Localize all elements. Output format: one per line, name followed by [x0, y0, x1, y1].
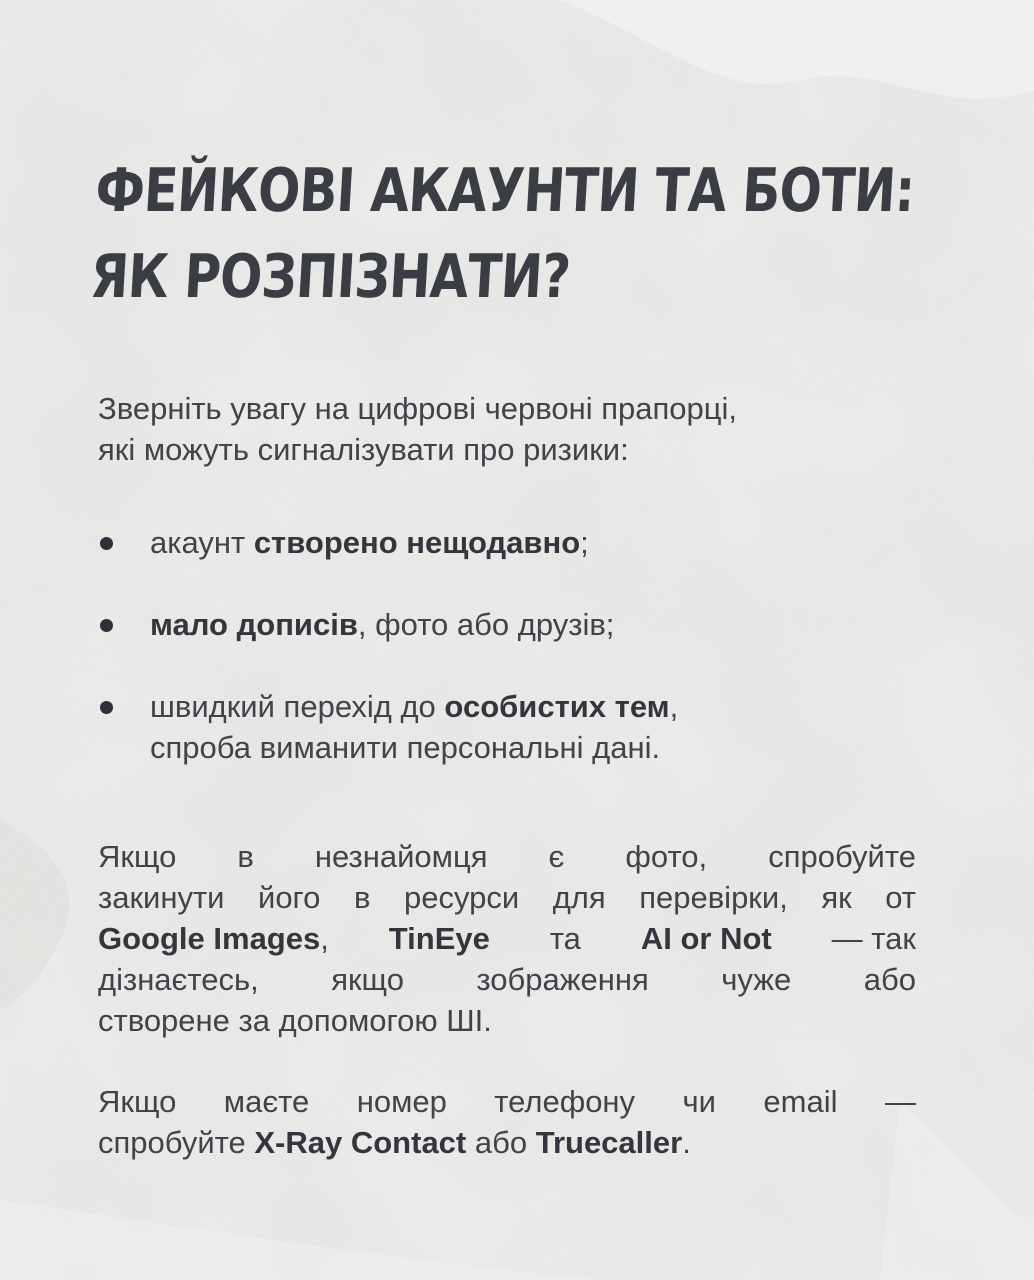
- word: в: [353, 880, 371, 915]
- word: ресурси: [403, 880, 520, 915]
- flag-bold-text: особистих тем: [444, 689, 670, 724]
- word: телефону: [494, 1084, 636, 1119]
- justified-line: [98, 877, 916, 918]
- title-line-2: ЯК РОЗПІЗНАТИ?: [88, 242, 572, 312]
- word: номер: [356, 1084, 447, 1119]
- flag-text-end: , фото або друзів;: [357, 607, 615, 642]
- contact-check-paragraph: [98, 1081, 916, 1163]
- flag-text: швидкий перехід до: [150, 689, 445, 724]
- word: чуже: [721, 962, 792, 997]
- word: дізнаєтесь,: [98, 962, 259, 997]
- text: .: [682, 1125, 691, 1160]
- flag-text-line-2: спроба виманити персональні дані.: [150, 730, 661, 765]
- page-title: [88, 148, 917, 320]
- tool-truecaller: Truecaller: [535, 1125, 683, 1160]
- paragraph-last-line: створене за допомогою ШІ.: [98, 1003, 492, 1038]
- tool-google-images: Google Images: [98, 921, 321, 956]
- intro-line-1: Зверніть увагу на цифрові червоні прапорці,: [98, 391, 737, 426]
- word: спробуйте: [768, 839, 916, 874]
- flag-bold-text: створено нещодавно: [253, 525, 581, 560]
- word: є: [548, 839, 565, 874]
- bullet-dot-icon: [100, 619, 113, 632]
- word: Якщо: [98, 1084, 177, 1119]
- tool-ai-or-not: AI or Not: [640, 921, 772, 956]
- tool-xray-contact: X-Ray Contact: [254, 1125, 467, 1160]
- justified-line: [98, 959, 916, 1000]
- text: або: [466, 1125, 536, 1160]
- word: незнайомця: [314, 839, 488, 874]
- flag-text: акаунт: [150, 525, 254, 560]
- red-flags-list: [98, 522, 916, 765]
- justified-line: [98, 1081, 916, 1122]
- flag-bold-text: мало дописів: [150, 607, 358, 642]
- title-line-1: ФЕЙКОВІ АКАУНТИ ТА БОТИ:: [93, 156, 917, 226]
- intro-line-2: які можуть сигналізувати про ризики:: [98, 432, 629, 467]
- paragraph-last-line: [98, 1122, 916, 1163]
- text: спробуйте: [98, 1125, 255, 1160]
- separator: ,: [320, 921, 329, 956]
- word: якщо: [331, 962, 404, 997]
- intro-text: [98, 388, 916, 470]
- word: от: [885, 880, 916, 915]
- flag-text-end: ;: [580, 525, 589, 560]
- conjunction: та: [549, 921, 581, 956]
- word: зображення: [476, 962, 649, 997]
- list-item: [98, 604, 614, 645]
- word: перевірки,: [639, 880, 788, 915]
- word: в: [237, 839, 254, 874]
- bullet-dot-icon: [100, 701, 113, 714]
- bullet-dot-icon: [100, 537, 113, 550]
- word: маєте: [223, 1084, 310, 1119]
- word: —: [884, 1084, 916, 1119]
- photo-check-paragraph: [98, 836, 916, 1041]
- word: закинути: [98, 880, 225, 915]
- list-item: [98, 522, 916, 563]
- word: чи: [682, 1084, 716, 1119]
- dash-text: — так: [831, 921, 916, 956]
- flag-text-end: ,: [669, 689, 679, 724]
- justified-line: [98, 836, 916, 877]
- justified-line: [98, 918, 916, 959]
- word: або: [863, 962, 916, 997]
- word: фото,: [625, 839, 708, 874]
- word: для: [552, 880, 606, 915]
- word: його: [258, 880, 321, 915]
- word: Якщо: [98, 839, 177, 874]
- tool-tineye: TinEye: [388, 921, 490, 956]
- word: email: [763, 1084, 838, 1119]
- list-item: [98, 686, 678, 768]
- word: як: [821, 880, 852, 915]
